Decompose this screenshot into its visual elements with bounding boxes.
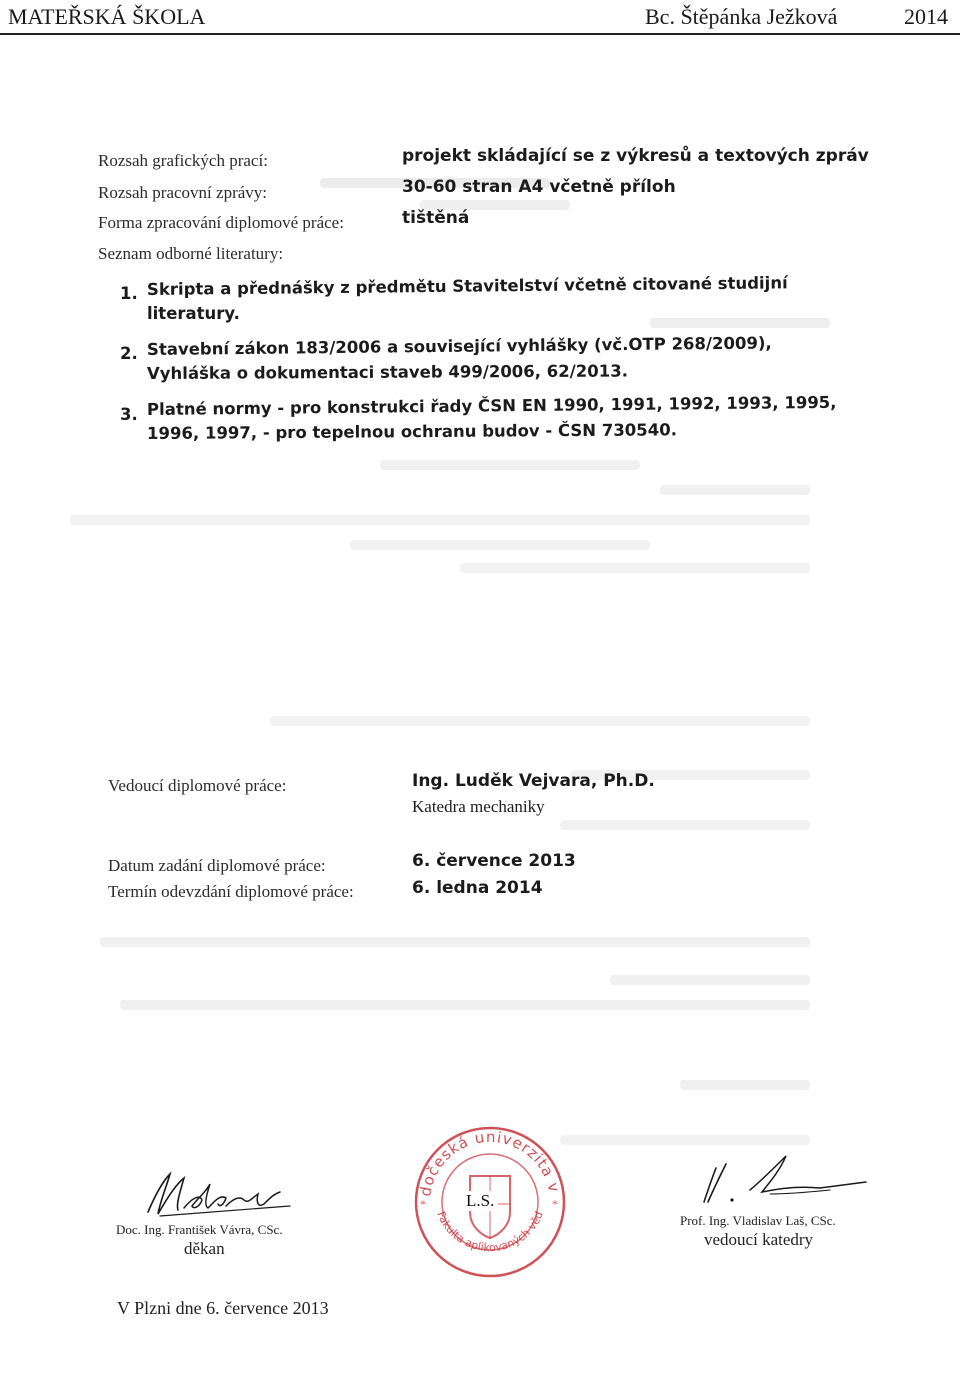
department-head-name: Prof. Ing. Vladislav Laš, CSc. [680,1213,836,1228]
supervisor-department: Katedra mechaniky [412,797,545,816]
literature-item-1-line1: Skripta a přednášky z předmětu Stavitelství včetně citované studijní [146,273,788,299]
department-head-signature-icon [690,1150,870,1210]
header-school-label: MATEŘSKÁ ŠKOLA [8,4,206,29]
dean-role: děkan [184,1239,225,1258]
literature-item-1-number: 1. [120,284,138,303]
literature-item-1-line2: literatury. [147,304,240,323]
submission-deadline-value: 6. ledna 2014 [412,878,543,898]
assignment-date-label: Datum zadání diplomové práce: [108,856,326,875]
literature-item-2-line2: Vyhláška o dokumentaci staveb 499/2006, 62/2013. [146,361,628,383]
literature-item-2-line1: Stavební zákon 183/2006 a související vyhlášky (vč.OTP 268/2009), [146,333,772,359]
literature-item-3-line2: 1996, 1997, - pro tepelnou ochranu budov - ČSN 730540. [146,420,678,443]
graphics-scope-label: Rozsah grafických prací: [98,151,268,170]
submission-deadline-label: Termín odevzdání diplomové práce: [108,882,354,901]
dean-signature-icon [140,1168,300,1220]
department-head-role: vedoucí katedry [704,1230,814,1249]
stamp-ring-text: Západočeská univerzita v Plzni [406,1110,564,1200]
stamp-ls-mark: L.S. [462,1191,498,1211]
report-scope-label: Rozsah pracovní zprávy: [98,183,267,202]
svg-text:*: * [420,1197,426,1211]
thesis-form-label: Forma zpracování diplomové práce: [98,213,344,232]
assignment-date-value: 6. července 2013 [412,851,576,871]
graphics-scope-value: projekt skládající se z výkresů a textových zpráv [402,146,869,166]
header-author-name: Bc. Štěpánka Ježková [645,4,838,29]
supervisor-label: Vedoucí diplomové práce: [108,776,287,795]
literature-item-2-number: 2. [120,344,138,363]
dean-name: Doc. Ing. František Vávra, CSc. [116,1222,283,1237]
place-and-date: V Plzni dne 6. července 2013 [117,1298,329,1318]
svg-text:*: * [552,1197,558,1211]
report-scope-value: 30-60 stran A4 včetně příloh [402,177,676,197]
literature-label: Seznam odborné literatury: [98,244,284,263]
header-divider [0,33,960,35]
literature-item-3-number: 3. [120,405,138,424]
literature-item-3-line1: Platné normy - pro konstrukci řady ČSN EN 1990, 1991, 1992, 1993, 1995, [146,392,837,419]
header-year: 2014 [904,4,948,29]
stamp-inner-text: Fakulta aplikovaných věd [434,1209,546,1255]
supervisor-name: Ing. Luděk Vejvara, Ph.D. [412,771,655,791]
thesis-form-value: tištěná [402,208,470,228]
